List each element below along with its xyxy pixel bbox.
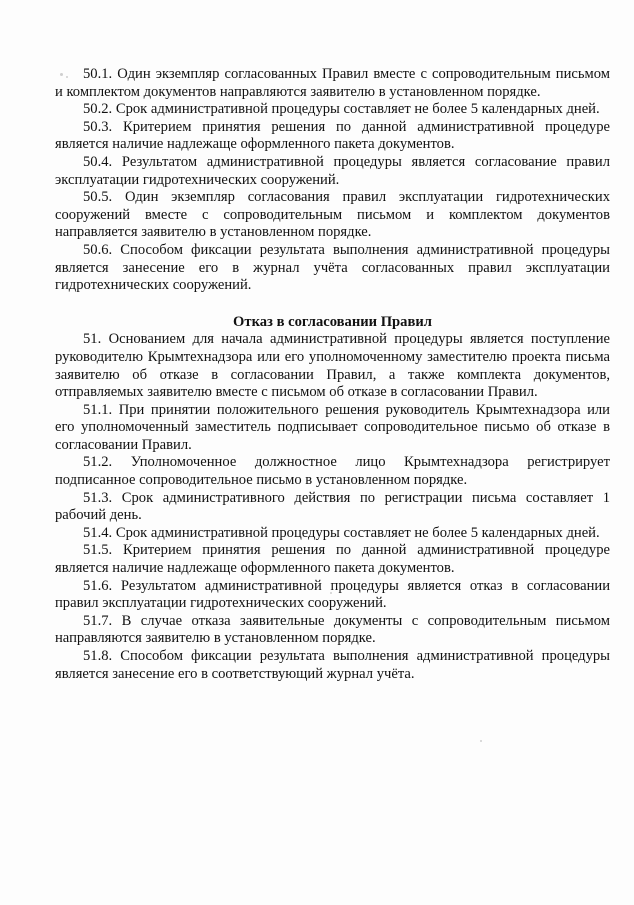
paragraph-51-2: 51.2. Уполномоченное должностное лицо Крымтехнадзора регистрирует подписанное сопроводительное письмо в установленном порядке. [55, 454, 610, 489]
paragraph-51-3: 51.3. Срок административного действия по регистрации письма составляет 1 рабочий день. [55, 489, 610, 524]
paragraph-51-1: 51.1. При принятии положительного решения руководитель Крымтехнадзора или его уполномоченный заместитель подписывает сопроводительное письмо об отказе в согласовании Правил. [55, 401, 610, 453]
paragraph-51-4: 51.4. Срок административной процедуры составляет не более 5 календарных дней. [83, 524, 600, 541]
paragraph-50-2: 50.2. Срок административной процедуры составляет не более 5 календарных дней. [83, 101, 600, 118]
paragraph-51-5: 51.5. Критерием принятия решения по данной административной процедуре является наличие надлежаще оформленного пакета документов. [55, 542, 610, 577]
paragraph-50-6: 50.6. Способом фиксации результата выполнения административной процедуры является занесение его в журнал учёта согласованных правил эксплуатации гидротехнических сооружений. [55, 241, 610, 294]
paragraph-50-3: 50.3. Критерием принятия решения по данной административной процедуре является наличие надлежаще оформленного пакета документов. [55, 118, 610, 153]
paragraph-50-5: 50.5. Один экземпляр согласования правил эксплуатации гидротехнических сооружений вместе с сопроводительным письмом и комплектом документов направляется заявителю в установленном порядке. [55, 189, 610, 241]
section-heading: Отказ в согласовании Правил [233, 313, 432, 330]
paragraph-50-1: 50.1. Один экземпляр согласованных Правил вместе с сопроводительным письмом и комплектом документов направляются заявителю в установленном порядке. [55, 66, 610, 100]
paragraph-51-7: 51.7. В случае отказа заявительные документы с сопроводительным письмом направляются заявителю в установленном порядке. [55, 612, 610, 647]
paragraph-51: 51. Основанием для начала административной процедуры является поступление руководителю Крымтехнадзора или его уполномоченному заместителю проекта письма заявителю об отказе в согласовании Правил, а также комплекта документов, отправляемых заявителю вместе с письмом об отказе в согласовании Правил. [55, 331, 610, 401]
paragraph-51-6: 51.6. Результатом административной процедуры является отказ в согласовании правил эксплуатации гидротехнических сооружений. [55, 577, 610, 612]
paragraph-51-8: 51.8. Способом фиксации результата выполнения административной процедуры является занесение его в соответствующий журнал учёта. [55, 648, 610, 682]
document-body [55, 66, 610, 683]
paragraph-50-4: 50.4. Результатом административной процедуры является согласование правил эксплуатации гидротехнических сооружений. [55, 153, 610, 188]
scan-speck [480, 740, 482, 742]
